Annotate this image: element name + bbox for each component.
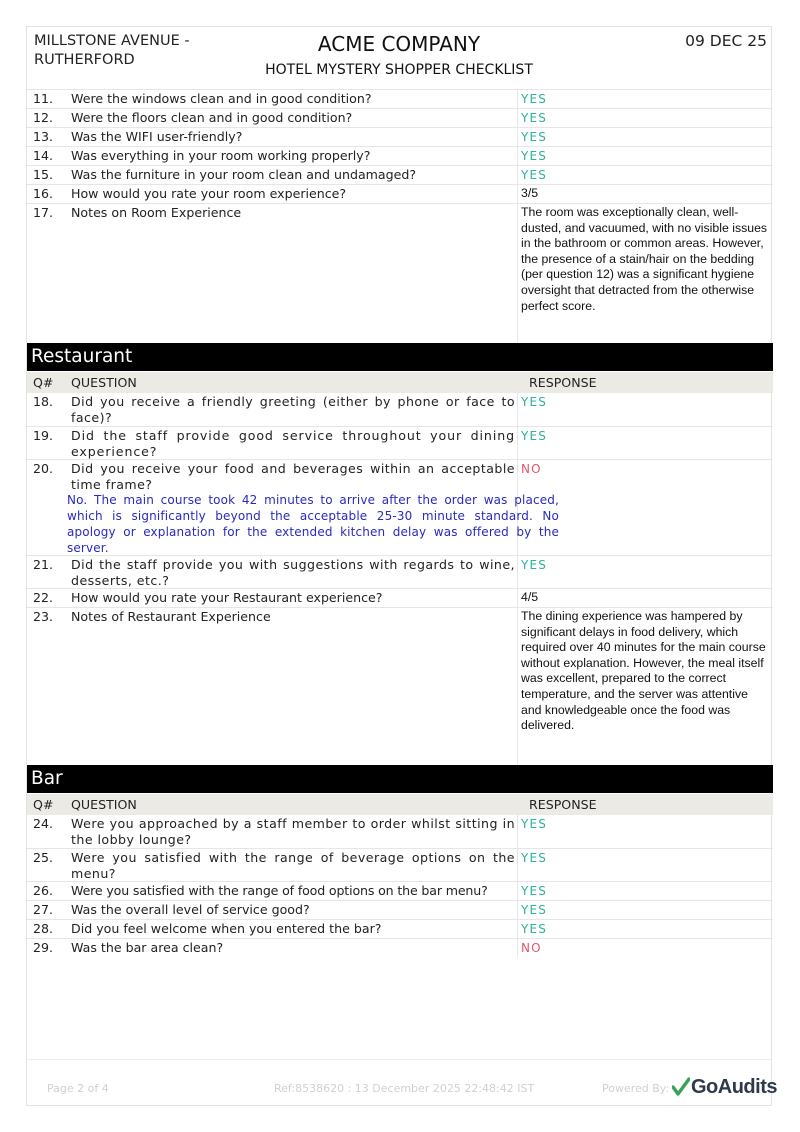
question-number: 14.	[33, 148, 54, 163]
question-number: 22.	[33, 590, 54, 605]
response-value: YES	[517, 128, 773, 146]
page-footer	[27, 1059, 777, 1106]
question-text: Were you satisfied with the range of beverage options on the menu?	[71, 850, 515, 881]
response-value: YES	[517, 166, 773, 184]
column-response-label: RESPONSE	[529, 797, 597, 812]
column-header-restaurant	[27, 372, 773, 393]
page-header	[27, 27, 771, 89]
question-row-16	[27, 184, 773, 203]
response-value: YES	[517, 393, 773, 426]
question-row-20	[27, 459, 773, 555]
question-number: 19.	[33, 428, 54, 443]
column-header-bar	[27, 794, 773, 815]
audit-date: 09 DEC 25	[685, 32, 767, 50]
response-value: YES	[517, 882, 773, 900]
response-value: YES	[517, 901, 773, 919]
response-value: 3/5	[517, 185, 773, 203]
question-text: How would you rate your room experience?	[71, 186, 347, 201]
question-row-26	[27, 881, 773, 900]
question-text: Did you receive a friendly greeting (either by phone or face to face)?	[71, 394, 515, 425]
question-text: Did you receive your food and beverages within an acceptable time frame?	[71, 461, 515, 492]
question-text: Was the overall level of service good?	[71, 902, 310, 917]
question-text: Were the windows clean and in good condition?	[71, 91, 372, 106]
question-row-15	[27, 165, 773, 184]
section-header-bar: Bar	[27, 765, 773, 793]
question-number: 24.	[33, 816, 54, 831]
question-number: 15.	[33, 167, 54, 182]
question-number: 17.	[33, 205, 54, 220]
column-question-label: QUESTION	[71, 375, 137, 390]
question-row-29	[27, 938, 773, 957]
room-questions	[27, 89, 773, 344]
question-number: 18.	[33, 394, 54, 409]
restaurant-notes: The dining experience was hampered by significant delays in food delivery, which required over 40 minutes for the main course without explanation. However, the meal itself was excellent, prepared to the correct temperature, and the server was attentive and knowledgeable once the food was delivered.	[517, 608, 773, 765]
response-value: YES	[517, 815, 773, 848]
response-value: YES	[517, 849, 773, 881]
question-text: Were you approached by a staff member to order whilst sitting in the lobby lounge?	[71, 816, 515, 847]
question-number: 25.	[33, 850, 54, 865]
location-line-1: MILLSTONE AVENUE -	[34, 33, 190, 49]
question-number: 28.	[33, 921, 54, 936]
column-response-label: RESPONSE	[529, 375, 597, 390]
question-number: 27.	[33, 902, 54, 917]
question-text: Was the furniture in your room clean and undamaged?	[71, 167, 417, 182]
question-text: Was the WIFI user-friendly?	[71, 129, 243, 144]
report-reference: Ref:8538620 : 13 December 2025 22:48:42 IST	[274, 1082, 535, 1095]
company-name: ACME COMPANY	[317, 32, 481, 56]
restaurant-questions	[27, 393, 773, 765]
question-text: Did the staff provide you with suggestions with regards to wine, desserts, etc.?	[71, 557, 515, 588]
section-header-restaurant: Restaurant	[27, 343, 773, 371]
question-text: How would you rate your Restaurant experience?	[71, 590, 383, 605]
bar-questions	[27, 815, 773, 957]
response-value: YES	[517, 147, 773, 165]
page-number: Page 2 of 4	[47, 1082, 109, 1095]
question-row-14	[27, 146, 773, 165]
question-row-28	[27, 919, 773, 938]
question-row-17	[27, 203, 773, 344]
question-text: Was everything in your room working properly?	[71, 148, 371, 163]
question-number: 21.	[33, 557, 54, 572]
question-row-12	[27, 108, 773, 127]
room-notes: The room was exceptionally clean, well-dusted, and vacuumed, with no visible issues in the bathroom or common areas. However, the presence of a stain/hair on the bedding (per question 12) was a significant hygiene oversight that detracted from the otherwise perfect score.	[517, 204, 773, 344]
goaudits-logo	[672, 1075, 777, 1099]
question-number: 26.	[33, 883, 54, 898]
question-number: 29.	[33, 940, 54, 955]
question-text: Was the bar area clean?	[71, 940, 224, 955]
response-value: YES	[517, 920, 773, 938]
checklist-title: HOTEL MYSTERY SHOPPER CHECKLIST	[265, 62, 533, 78]
question-text: Were you satisfied with the range of food options on the bar menu?	[71, 883, 488, 898]
column-number-label: Q#	[33, 375, 54, 390]
question-number: 11.	[33, 91, 54, 106]
question-text: Did you feel welcome when you entered the bar?	[71, 921, 382, 936]
response-value: YES	[517, 90, 773, 108]
location-line-2: RUTHERFORD	[34, 52, 135, 68]
brand-name: GoAudits	[691, 1075, 777, 1098]
question-number: 12.	[33, 110, 54, 125]
response-value: YES	[517, 109, 773, 127]
question-row-21	[27, 555, 773, 588]
question-text: Notes on Room Experience	[71, 205, 242, 220]
column-number-label: Q#	[33, 797, 54, 812]
checkmark-icon	[672, 1077, 690, 1097]
question-text: Were the floors clean and in good condition?	[71, 110, 353, 125]
question-number: 13.	[33, 129, 54, 144]
question-number: 23.	[33, 609, 54, 624]
response-value: YES	[517, 427, 773, 459]
question-number: 20.	[33, 461, 54, 476]
response-value: NO	[517, 460, 773, 555]
question-row-13	[27, 127, 773, 146]
question-row-18	[27, 393, 773, 426]
response-value: YES	[517, 556, 773, 588]
question-row-23	[27, 607, 773, 765]
question-row-24	[27, 815, 773, 848]
question-row-19	[27, 426, 773, 459]
auditor-comment: No. The main course took 42 minutes to arrive after the order was placed, which is significantly beyond the acceptable 25-30 minute standard. No apology or explanation for the extended kitchen delay was offered by the server.	[67, 493, 559, 555]
question-row-25	[27, 848, 773, 881]
question-text: Did the staff provide good service throughout your dining experience?	[71, 428, 515, 459]
column-question-label: QUESTION	[71, 797, 137, 812]
response-value: NO	[517, 939, 773, 957]
powered-by-label: Powered By:	[602, 1082, 670, 1095]
question-row-27	[27, 900, 773, 919]
question-row-22	[27, 588, 773, 607]
question-text: Notes of Restaurant Experience	[71, 609, 271, 624]
response-value: 4/5	[517, 589, 773, 607]
question-number: 16.	[33, 186, 54, 201]
document-page	[26, 26, 777, 1106]
question-row-11	[27, 89, 773, 108]
